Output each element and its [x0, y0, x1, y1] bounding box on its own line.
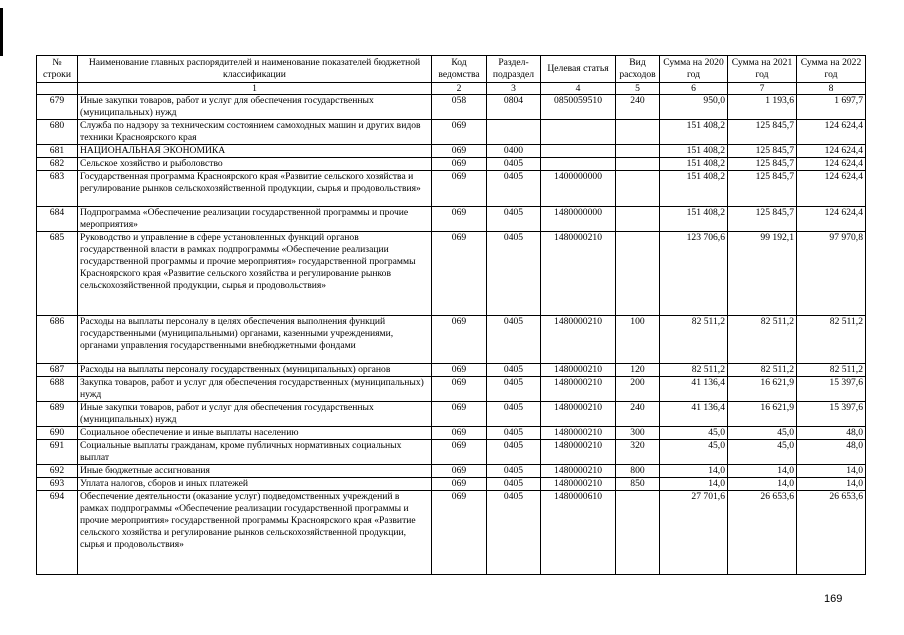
sum-2022-cell: 82 511,2	[797, 316, 866, 364]
row-number-cell: 679	[37, 95, 78, 120]
column-number-row	[37, 83, 866, 95]
section-code-cell: 0400	[487, 145, 541, 158]
sum-2021-cell: 125 845,7	[728, 120, 797, 145]
section-code-cell: 0405	[487, 491, 541, 575]
sum-2020-cell: 151 408,2	[660, 145, 728, 158]
section-code-cell: 0405	[487, 171, 541, 207]
sum-2020-cell: 950,0	[660, 95, 728, 120]
target-code-cell: 1480000000	[541, 207, 616, 232]
sum-2021-cell: 26 653,6	[728, 491, 797, 575]
expense-type-cell: 320	[616, 440, 660, 465]
col-header-row-no: № строки	[37, 56, 78, 83]
target-code-cell: 1480000210	[541, 377, 616, 402]
sum-2022-cell: 124 624,4	[797, 120, 866, 145]
header-row	[37, 56, 866, 83]
item-name-cell: Закупка товаров, работ и услуг для обеспечения государственных (муниципальных) нужд	[78, 377, 432, 402]
col-number: 8	[797, 83, 866, 95]
expense-type-cell	[616, 145, 660, 158]
row-number-cell: 686	[37, 316, 78, 364]
dept-code-cell: 069	[432, 491, 487, 575]
sum-2020-cell: 123 706,6	[660, 232, 728, 316]
item-name-cell: Социальные выплаты гражданам, кроме публичных нормативных социальных выплат	[78, 440, 432, 465]
expense-type-cell: 800	[616, 465, 660, 478]
col-number: 6	[660, 83, 728, 95]
item-name-cell: Обеспечение деятельности (оказание услуг) подведомственных учреждений в рамках подпрограммы «Обеспечение реализации государственной программы и прочие мероприятия» государственной программы Красноярского края «Развитие сельского хозяйства и регулирование рынков сельскохозяйственной продукции, сырья и продовольствия»	[78, 491, 432, 575]
expense-type-cell	[616, 491, 660, 575]
sum-2020-cell: 151 408,2	[660, 207, 728, 232]
item-name-cell: Служба по надзору за техническим состоянием самоходных машин и других видов техники Красноярского края	[78, 120, 432, 145]
budget-table	[36, 55, 866, 575]
sum-2022-cell: 26 653,6	[797, 491, 866, 575]
section-code-cell: 0405	[487, 207, 541, 232]
col-number	[37, 83, 78, 95]
sum-2021-cell: 14,0	[728, 465, 797, 478]
col-number: 1	[78, 83, 432, 95]
expense-type-cell: 120	[616, 364, 660, 377]
section-code-cell: 0405	[487, 427, 541, 440]
target-code-cell: 1480000610	[541, 491, 616, 575]
col-header-dept-code: Код ведомства	[432, 56, 487, 83]
page-edge-mark	[0, 8, 3, 56]
sum-2021-cell: 125 845,7	[728, 207, 797, 232]
target-code-cell: 1480000210	[541, 364, 616, 377]
target-code-cell: 1480000210	[541, 465, 616, 478]
item-name-cell: Расходы на выплаты персоналу в целях обеспечения выполнения функций государственными (муниципальными) органами, казенными учреждениями, органами управления государственными внебюджетными фондами	[78, 316, 432, 364]
section-code-cell: 0405	[487, 364, 541, 377]
sum-2020-cell: 82 511,2	[660, 364, 728, 377]
row-number-cell: 681	[37, 145, 78, 158]
dept-code-cell: 069	[432, 171, 487, 207]
sum-2020-cell: 151 408,2	[660, 158, 728, 171]
sum-2020-cell: 14,0	[660, 465, 728, 478]
item-name-cell: НАЦИОНАЛЬНАЯ ЭКОНОМИКА	[78, 145, 432, 158]
item-name-cell: Уплата налогов, сборов и иных платежей	[78, 478, 432, 491]
col-number: 3	[487, 83, 541, 95]
col-header-target: Целевая статья	[541, 56, 616, 83]
table-row	[37, 377, 866, 402]
target-code-cell: 1480000210	[541, 427, 616, 440]
row-number-cell: 684	[37, 207, 78, 232]
page-number: 169	[824, 593, 843, 605]
section-code-cell	[487, 120, 541, 145]
target-code-cell: 1480000210	[541, 232, 616, 316]
sum-2021-cell: 16 621,9	[728, 402, 797, 427]
row-number-cell: 680	[37, 120, 78, 145]
sum-2022-cell: 124 624,4	[797, 171, 866, 207]
sum-2022-cell: 1 697,7	[797, 95, 866, 120]
sum-2020-cell: 45,0	[660, 440, 728, 465]
col-header-expense-type: Вид расходов	[616, 56, 660, 83]
col-number: 4	[541, 83, 616, 95]
section-code-cell: 0405	[487, 402, 541, 427]
sum-2022-cell: 48,0	[797, 440, 866, 465]
item-name-cell: Расходы на выплаты персоналу государственных (муниципальных) органов	[78, 364, 432, 377]
dept-code-cell: 069	[432, 364, 487, 377]
table-row	[37, 465, 866, 478]
row-number-cell: 689	[37, 402, 78, 427]
table-row	[37, 427, 866, 440]
expense-type-cell: 100	[616, 316, 660, 364]
sum-2020-cell: 82 511,2	[660, 316, 728, 364]
table-row	[37, 145, 866, 158]
col-header-sum-2022: Сумма на 2022 год	[797, 56, 866, 83]
item-name-cell: Иные закупки товаров, работ и услуг для обеспечения государственных (муниципальных) нужд	[78, 402, 432, 427]
sum-2022-cell: 14,0	[797, 465, 866, 478]
sum-2022-cell: 124 624,4	[797, 145, 866, 158]
row-number-cell: 685	[37, 232, 78, 316]
table-row	[37, 158, 866, 171]
expense-type-cell: 200	[616, 377, 660, 402]
target-code-cell: 1400000000	[541, 171, 616, 207]
sum-2022-cell: 14,0	[797, 478, 866, 491]
expense-type-cell	[616, 232, 660, 316]
row-number-cell: 691	[37, 440, 78, 465]
col-number: 5	[616, 83, 660, 95]
table-row	[37, 95, 866, 120]
dept-code-cell: 069	[432, 207, 487, 232]
table-row	[37, 491, 866, 575]
sum-2021-cell: 45,0	[728, 427, 797, 440]
dept-code-cell: 069	[432, 316, 487, 364]
section-code-cell: 0405	[487, 158, 541, 171]
dept-code-cell: 069	[432, 402, 487, 427]
table-row	[37, 402, 866, 427]
row-number-cell: 682	[37, 158, 78, 171]
sum-2020-cell: 151 408,2	[660, 171, 728, 207]
item-name-cell: Сельское хозяйство и рыболовство	[78, 158, 432, 171]
expense-type-cell	[616, 158, 660, 171]
dept-code-cell: 069	[432, 145, 487, 158]
expense-type-cell: 240	[616, 402, 660, 427]
sum-2021-cell: 125 845,7	[728, 145, 797, 158]
expense-type-cell: 850	[616, 478, 660, 491]
dept-code-cell: 069	[432, 232, 487, 316]
row-number-cell: 688	[37, 377, 78, 402]
target-code-cell	[541, 120, 616, 145]
col-header-section: Раздел-подраздел	[487, 56, 541, 83]
table-row	[37, 478, 866, 491]
col-header-sum-2020: Сумма на 2020 год	[660, 56, 728, 83]
expense-type-cell	[616, 171, 660, 207]
expense-type-cell: 300	[616, 427, 660, 440]
table-row	[37, 207, 866, 232]
row-number-cell: 683	[37, 171, 78, 207]
dept-code-cell: 069	[432, 158, 487, 171]
target-code-cell: 1480000210	[541, 478, 616, 491]
dept-code-cell: 069	[432, 478, 487, 491]
sum-2020-cell: 14,0	[660, 478, 728, 491]
dept-code-cell: 069	[432, 120, 487, 145]
section-code-cell: 0405	[487, 465, 541, 478]
table-row	[37, 316, 866, 364]
sum-2021-cell: 14,0	[728, 478, 797, 491]
sum-2021-cell: 16 621,9	[728, 377, 797, 402]
col-number: 2	[432, 83, 487, 95]
sum-2022-cell: 124 624,4	[797, 158, 866, 171]
target-code-cell	[541, 158, 616, 171]
item-name-cell: Иные закупки товаров, работ и услуг для обеспечения государственных (муниципальных) нужд	[78, 95, 432, 120]
table-row	[37, 232, 866, 316]
table-row	[37, 440, 866, 465]
section-code-cell: 0405	[487, 377, 541, 402]
row-number-cell: 692	[37, 465, 78, 478]
target-code-cell: 0850059510	[541, 95, 616, 120]
sum-2022-cell: 82 511,2	[797, 364, 866, 377]
col-number: 7	[728, 83, 797, 95]
section-code-cell: 0804	[487, 95, 541, 120]
sum-2021-cell: 82 511,2	[728, 364, 797, 377]
section-code-cell: 0405	[487, 440, 541, 465]
item-name-cell: Социальное обеспечение и иные выплаты населению	[78, 427, 432, 440]
row-number-cell: 694	[37, 491, 78, 575]
row-number-cell: 693	[37, 478, 78, 491]
table-row	[37, 120, 866, 145]
dept-code-cell: 069	[432, 440, 487, 465]
target-code-cell: 1480000210	[541, 440, 616, 465]
dept-code-cell: 058	[432, 95, 487, 120]
section-code-cell: 0405	[487, 316, 541, 364]
sum-2022-cell: 48,0	[797, 427, 866, 440]
sum-2022-cell: 124 624,4	[797, 207, 866, 232]
table-body	[37, 95, 866, 575]
section-code-cell: 0405	[487, 478, 541, 491]
expense-type-cell	[616, 207, 660, 232]
expense-type-cell: 240	[616, 95, 660, 120]
sum-2021-cell: 45,0	[728, 440, 797, 465]
sum-2022-cell: 15 397,6	[797, 377, 866, 402]
sum-2021-cell: 125 845,7	[728, 158, 797, 171]
target-code-cell: 1480000210	[541, 316, 616, 364]
item-name-cell: Государственная программа Красноярского края «Развитие сельского хозяйства и регулирование рынков сельскохозяйственной продукции, сырья и продовольствия»	[78, 171, 432, 207]
target-code-cell: 1480000210	[541, 402, 616, 427]
item-name-cell: Руководство и управление в сфере установленных функций органов государственной власти в рамках подпрограммы «Обеспечение реализации государственной программы и прочие мероприятия» государственной программы Красноярского края «Развитие сельского хозяйства и регулирование рынков сельскохозяйственной продукции, сырья и продовольствия»	[78, 232, 432, 316]
col-header-name: Наименование главных распорядителей и наименование показателей бюджетной классификации	[78, 56, 432, 83]
table-row	[37, 171, 866, 207]
target-code-cell	[541, 145, 616, 158]
table-row	[37, 364, 866, 377]
sum-2021-cell: 125 845,7	[728, 171, 797, 207]
item-name-cell: Подпрограмма «Обеспечение реализации государственной программы и прочие мероприятия»	[78, 207, 432, 232]
expense-type-cell	[616, 120, 660, 145]
dept-code-cell: 069	[432, 465, 487, 478]
sum-2020-cell: 45,0	[660, 427, 728, 440]
sum-2020-cell: 27 701,6	[660, 491, 728, 575]
row-number-cell: 687	[37, 364, 78, 377]
row-number-cell: 690	[37, 427, 78, 440]
section-code-cell: 0405	[487, 232, 541, 316]
col-header-sum-2021: Сумма на 2021 год	[728, 56, 797, 83]
dept-code-cell: 069	[432, 427, 487, 440]
sum-2022-cell: 15 397,6	[797, 402, 866, 427]
sum-2020-cell: 41 136,4	[660, 377, 728, 402]
dept-code-cell: 069	[432, 377, 487, 402]
sum-2021-cell: 82 511,2	[728, 316, 797, 364]
sum-2021-cell: 99 192,1	[728, 232, 797, 316]
sum-2020-cell: 151 408,2	[660, 120, 728, 145]
sum-2020-cell: 41 136,4	[660, 402, 728, 427]
sum-2021-cell: 1 193,6	[728, 95, 797, 120]
sum-2022-cell: 97 970,8	[797, 232, 866, 316]
item-name-cell: Иные бюджетные ассигнования	[78, 465, 432, 478]
